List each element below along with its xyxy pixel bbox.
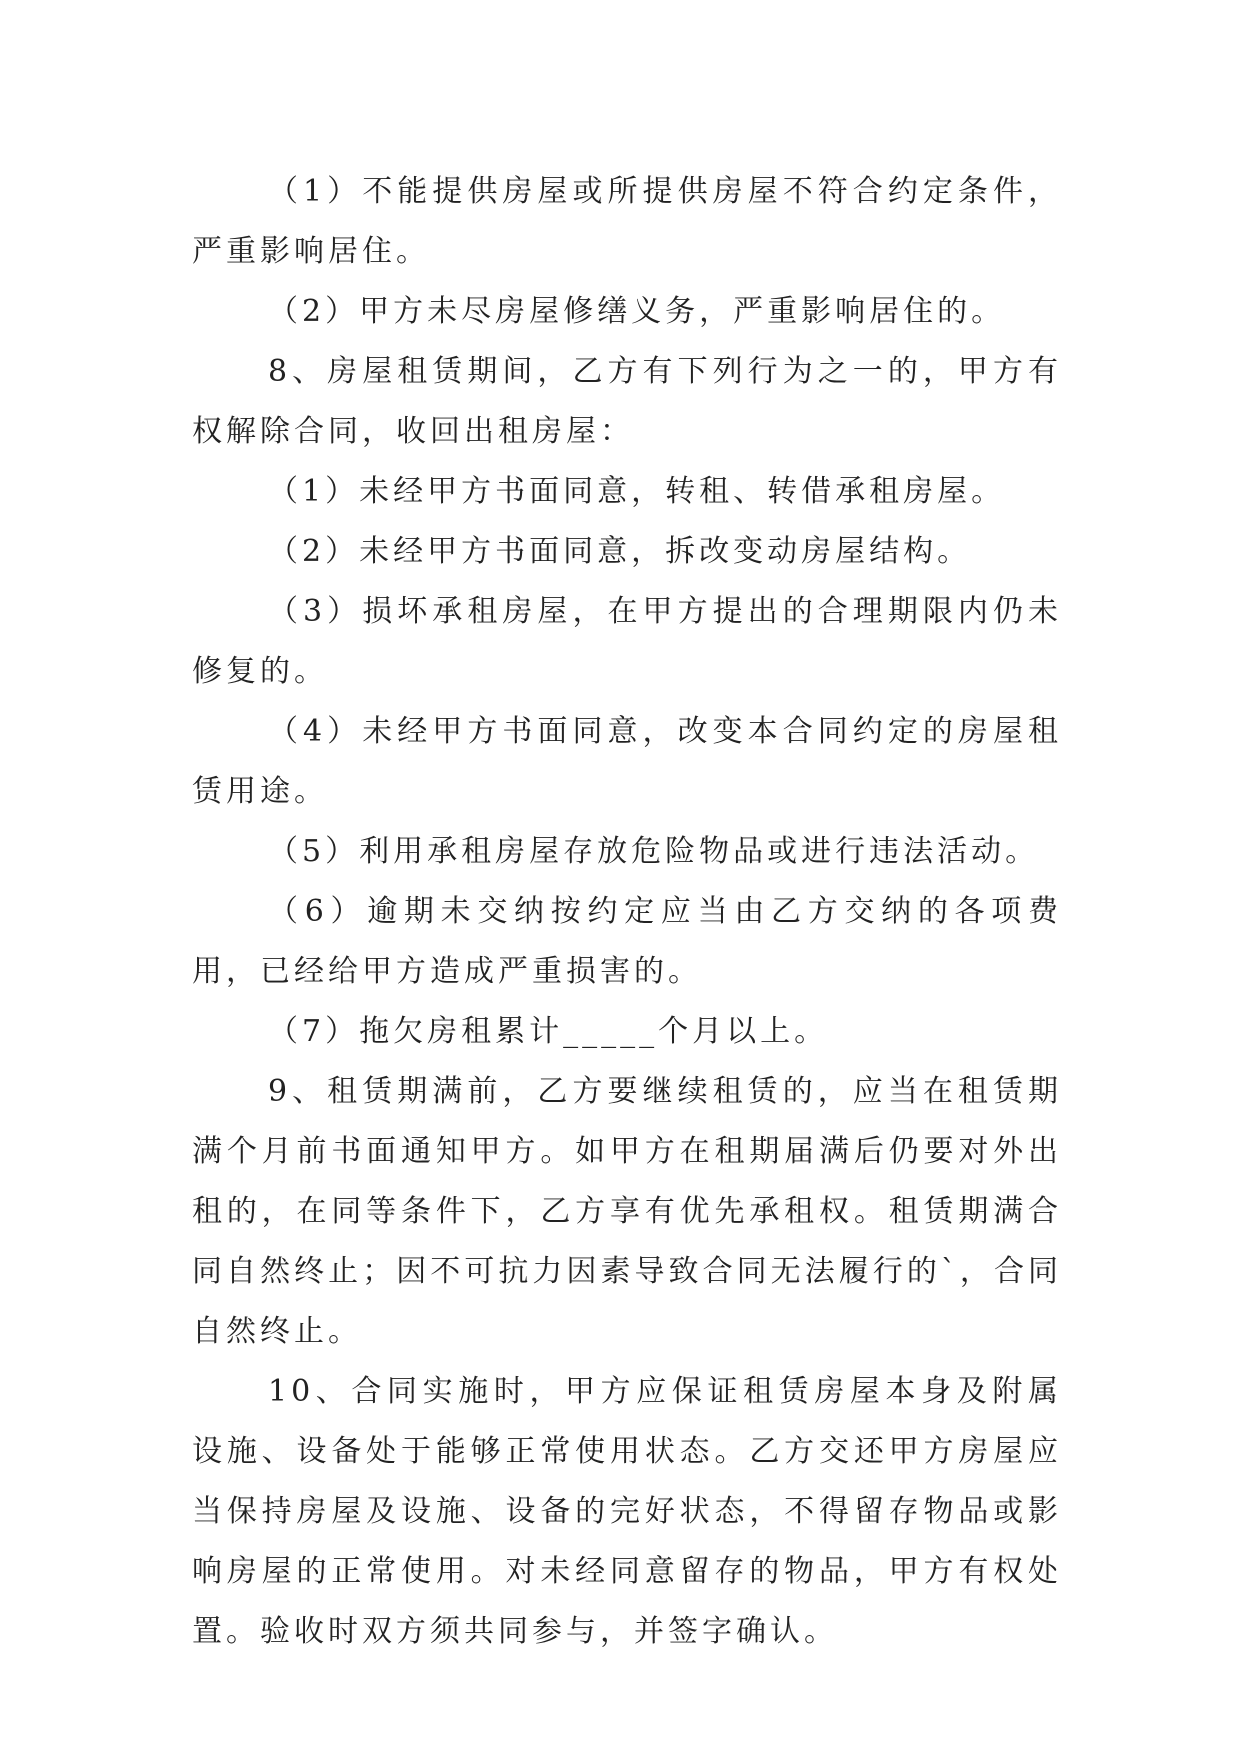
- paragraph-clause-9: 9、租赁期满前，乙方要继续租赁的，应当在租赁期满个月前书面通知甲方。如甲方在租期届满后仍要对外出租的，在同等条件下，乙方享有优先承租权。租赁期满合同自然终止；因不可抗力因素导致合同无法履行的`，合同自然终止。: [192, 1074, 1062, 1349]
- paragraph-clause-8-5: （5）利用承租房屋存放危险物品或进行违法活动。: [268, 834, 1040, 869]
- paragraph-clause-8-1: （1）未经甲方书面同意，转租、转借承租房屋。: [268, 474, 1006, 509]
- paragraph-clause-8-4: （4）未经甲方书面同意，改变本合同约定的房屋租赁用途。: [192, 714, 1062, 809]
- paragraph-clause-7-2: （2）甲方未尽房屋修缮义务，严重影响居住的。: [268, 294, 1006, 329]
- paragraph-clause-8: 8、房屋租赁期间，乙方有下列行为之一的，甲方有权解除合同，收回出租房屋：: [192, 354, 1062, 449]
- paragraph-clause-8-2: （2）未经甲方书面同意，拆改变动房屋结构。: [268, 534, 972, 569]
- paragraph-clause-8-3: （3）损坏承租房屋，在甲方提出的合理期限内仍未修复的。: [192, 594, 1062, 689]
- paragraph-clause-7-1: （1）不能提供房屋或所提供房屋不符合约定条件，严重影响居住。: [192, 174, 1062, 269]
- document-body: [192, 162, 1062, 1662]
- paragraph-clause-8-7: （7）拖欠房租累计_____个月以上。: [268, 1014, 829, 1049]
- paragraph-clause-10: 10、合同实施时，甲方应保证租赁房屋本身及附属设施、设备处于能够正常使用状态。乙方交还甲方房屋应当保持房屋及设施、设备的完好状态，不得留存物品或影响房屋的正常使用。对未经同意留存的物品，甲方有权处置。验收时双方须共同参与，并签字确认。: [192, 1374, 1062, 1649]
- paragraph-clause-8-6: （6）逾期未交纳按约定应当由乙方交纳的各项费用，已经给甲方造成严重损害的。: [192, 894, 1062, 989]
